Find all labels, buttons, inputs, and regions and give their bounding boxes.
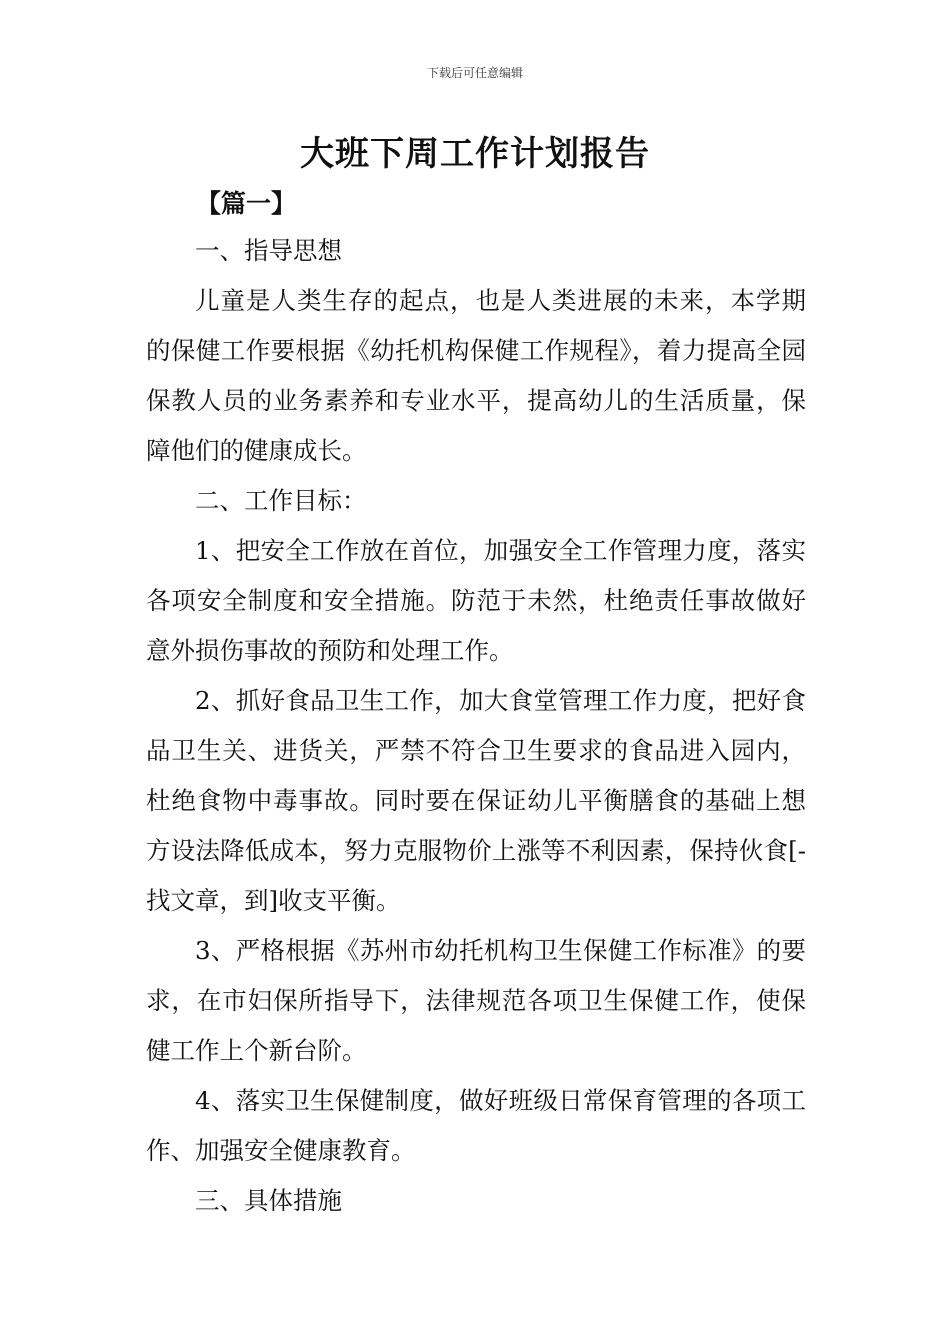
paragraph-goal-4: 4、落实卫生保健制度，做好班级日常保育管理的各项工作、加强安全健康教育。 — [146, 1086, 806, 1165]
document-body — [146, 226, 806, 1226]
paragraph-goal-2: 2、抓好食品卫生工作，加大食堂管理工作力度，把好食品卫生关、进货关，严禁不符合卫生要求的食品进入园内，杜绝食物中毒事故。同时要在保证幼儿平衡膳食的基础上想方设法降低成本，努力克服物价上涨等不利因素，保持伙食[-找文章，到]收支平衡。 — [146, 686, 806, 915]
document-title: 大班下周工作计划报告 — [300, 134, 650, 174]
paragraph-goal-1: 1、把安全工作放在首位，加强安全工作管理力度，落实各项安全制度和安全措施。防范于未然，杜绝责任事故做好意外损伤事故的预防和处理工作。 — [146, 536, 806, 665]
header-note: 下载后可任意编辑 — [426, 66, 523, 80]
paragraph-intro: 儿童是人类生存的起点，也是人类进展的未来，本学期的保健工作要根据《幼托机构保健工作规程》，着力提高全园保教人员的业务素养和专业水平，提高幼儿的生活质量，保障他们的健康成长。 — [146, 286, 806, 465]
heading-work-goals: 二、工作目标： — [195, 486, 367, 515]
paragraph-goal-3: 3、严格根据《苏州市幼托机构卫生保健工作标准》的要求，在市妇保所指导下，法律规范各项卫生保健工作，使保健工作上个新台阶。 — [146, 936, 806, 1065]
section-label: 【篇一】 — [196, 189, 297, 218]
heading-specific-measures: 三、具体措施 — [195, 1186, 342, 1215]
heading-guiding-ideology: 一、指导思想 — [195, 236, 342, 265]
